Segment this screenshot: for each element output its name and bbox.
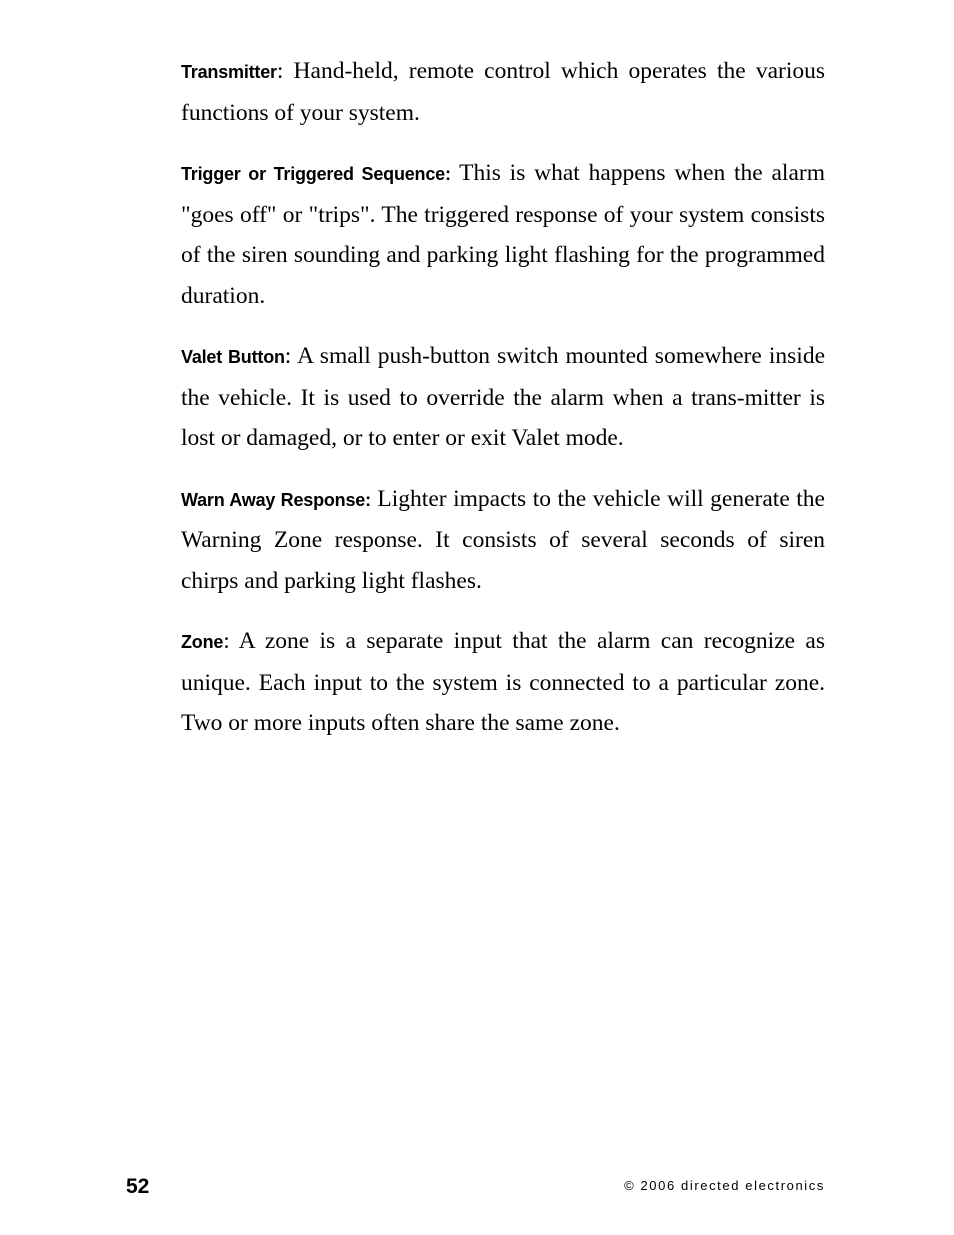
glossary-term: Warn Away Response: <box>181 489 371 510</box>
glossary-definition: A small push-button switch mounted somewhere inside the vehicle. It is used to override the alarm when a trans-mitter is lost or damaged, or to enter or exit Valet mode. <box>181 343 825 451</box>
page-number: 52 <box>126 1175 150 1198</box>
glossary-content <box>181 51 825 764</box>
glossary-term: Zone <box>181 632 224 652</box>
term-separator <box>451 160 459 186</box>
copyright-notice: © 2006 directed electronics <box>624 1178 825 1193</box>
glossary-definition: Lighter impacts to the vehicle will generate the Warning Zone response. It consists of several seconds of siren chirps and parking light flashes. <box>181 485 825 594</box>
glossary-entry-warn-away <box>181 479 825 602</box>
glossary-definition: This is what happens when the alarm "goes off" or "trips". The triggered response of your system consists of the siren sounding and parking light flashing for the programmed duration. <box>181 160 826 309</box>
glossary-entry-zone <box>181 621 825 744</box>
glossary-entry-valet-button <box>181 336 825 459</box>
term-separator: : <box>276 58 294 84</box>
glossary-entry-trigger <box>181 153 825 316</box>
term-separator: : <box>284 343 298 369</box>
term-separator: : <box>223 628 239 654</box>
glossary-term: Transmitter <box>181 62 277 82</box>
glossary-term: Trigger or Triggered Sequence: <box>181 164 451 184</box>
glossary-entry-transmitter <box>181 51 825 133</box>
glossary-definition: A zone is a separate input that the alarm can recognize as unique. Each input to the system is connected to a particular zone. Two or more inputs often share the same zone. <box>181 628 825 736</box>
glossary-term: Valet Button <box>181 347 285 367</box>
glossary-definition: Hand-held, remote control which operates the various functions of your system. <box>181 58 826 126</box>
